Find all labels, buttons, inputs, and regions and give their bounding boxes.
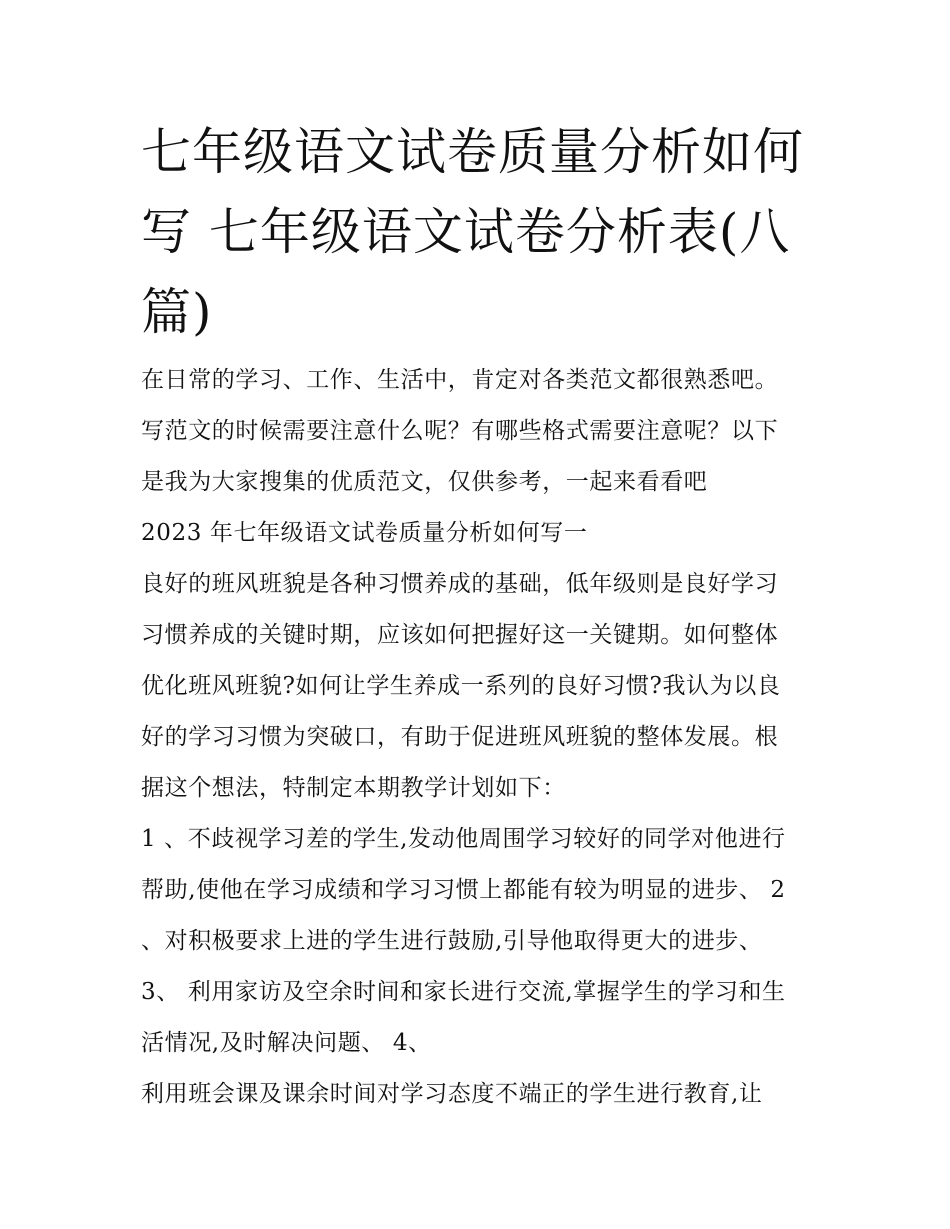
- list-line: 、对积极要求上进的学生进行鼓励,引导他取得更大的进步、: [141, 928, 763, 954]
- paragraph-line: 习惯养成的关键时期，应该如何把握好这一关键期。如何整体: [141, 622, 779, 648]
- title-line: 七年级语文试卷质量分析如何: [141, 123, 804, 181]
- paragraph-line: 据这个想法，特制定本期教学计划如下：: [141, 775, 566, 801]
- paragraph-line: 好的学习习惯为突破口，有助于促进班风班貌的整体发展。根: [141, 724, 779, 750]
- list-line: 3、 利用家访及空余时间和家长进行交流,掌握学生的学习和生: [141, 979, 786, 1005]
- list-line: 活情况,及时解决问题、 4、: [141, 1030, 432, 1056]
- intro-line: 是我为大家搜集的优质范文，仅供参考，一起来看看吧: [141, 469, 708, 495]
- list-line: 帮助,使他在学习成绩和学习习惯上都能有较为明显的进步、 2: [141, 877, 786, 903]
- title-line: 写 七年级语文试卷分析表(八: [141, 203, 791, 261]
- paragraph-line: 优化班风班貌?如何让学生养成一系列的良好习惯?我认为以良: [141, 673, 781, 699]
- paragraph-line: 良好的班风班貌是各种习惯养成的基础，低年级则是良好学习: [141, 571, 779, 597]
- intro-line: 写范文的时候需要注意什么呢？有哪些格式需要注意呢？以下: [141, 418, 779, 444]
- document-body: [141, 355, 821, 1120]
- title-line: 篇): [141, 283, 213, 341]
- intro-line: 在日常的学习、工作、生活中，肯定对各类范文都很熟悉吧。: [141, 367, 779, 393]
- list-line: 1 、不歧视学习差的学生,发动他周围学习较好的同学对他进行: [141, 826, 786, 852]
- section-heading: 2023 年七年级语文试卷质量分析如何写一: [141, 520, 588, 546]
- document-title: [141, 112, 821, 352]
- list-line: 利用班会课及课余时间对学习态度不端正的学生进行教育,让: [141, 1081, 763, 1107]
